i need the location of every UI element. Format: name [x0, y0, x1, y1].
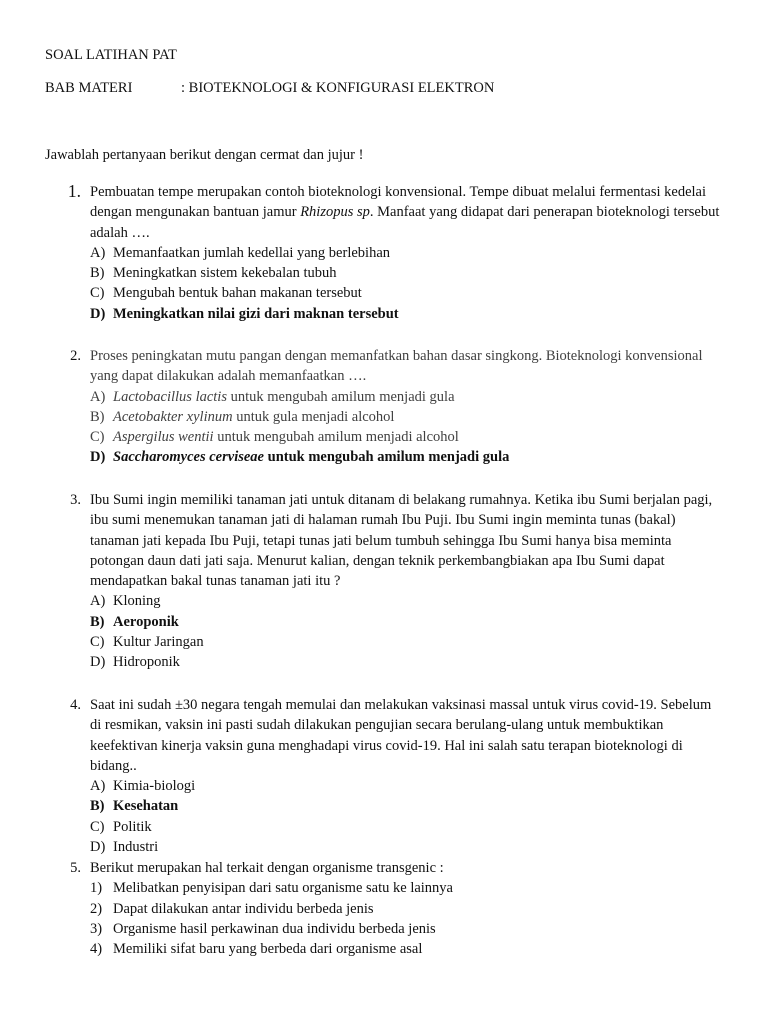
- statement-4: 4) Memiliki sifat baru yang berbeda dari organisme asal: [90, 941, 423, 958]
- question-number: 5.: [70, 860, 81, 876]
- option-a: A) Kimia-biologi: [90, 778, 196, 795]
- question-stem: Proses peningkatan mutu pangan dengan memanfatkan bahan dasar singkong. Bioteknologi konvensional yang dapat dilakukan adalah memanfaatkan ….: [90, 348, 703, 385]
- question-number: 4.: [70, 697, 81, 713]
- bab-label: BAB MATERI: [45, 80, 133, 96]
- option-b: B) Acetobakter xylinum untuk gula menjadi alcohol: [90, 408, 395, 425]
- option-c: C) Kultur Jaringan: [90, 634, 204, 651]
- question-stem: Berikut merupakan hal terkait dengan organisme transgenic :: [90, 860, 444, 876]
- option-b-answer: B) Kesehatan: [90, 798, 179, 815]
- question-number: 1.: [67, 181, 81, 201]
- question-5: [45, 858, 725, 959]
- doc-title: SOAL LATIHAN PAT: [45, 47, 177, 63]
- question-4: [45, 695, 725, 857]
- option-d-answer: D) Saccharomyces cerviseae untuk mengubah amilum menjadi gula: [90, 449, 510, 466]
- option-b-answer: B) Aeroponik: [90, 613, 179, 630]
- option-b: B) Meningkatkan sistem kekebalan tubuh: [90, 265, 337, 282]
- option-d-answer: D) Meningkatkan nilai gizi dari maknan tersebut: [90, 305, 399, 322]
- question-3: [45, 490, 725, 673]
- statement-3: 3) Organisme hasil perkawinan dua individu berbeda jenis: [90, 920, 436, 937]
- question-stem: Saat ini sudah ±30 negara tengah memulai dan melakukan vaksinasi massal untuk virus covid-19. Sebelum di resmikan, vaksin ini pasti sudah dilakukan pengujian secara berulang-ulang untuk membuktikan keefektivan kinerja vaksin guna menghadapi virus covid-19. Hal ini salah satu terapan bioteknologi di bidang..: [90, 697, 712, 774]
- question-2: [45, 346, 725, 468]
- statement-1: 1) Melibatkan penyisipan dari satu organisme satu ke lainnya: [90, 880, 453, 897]
- option-c: C) Mengubah bentuk bahan makanan tersebut: [90, 285, 362, 302]
- question-number: 3.: [70, 492, 81, 508]
- option-a: A) Kloning: [90, 593, 161, 610]
- option-d: D) Industri: [90, 839, 159, 856]
- option-c: C) Politik: [90, 818, 152, 835]
- question-stem: Pembuatan tempe merupakan contoh bioteknologi konvensional. Tempe dibuat melalui fermentasi kedelai dengan mengunakan bantuan jamur Rhizopus sp. Manfaat yang didapat dari penerapan bioteknologi tersebut adalah ….: [90, 184, 720, 241]
- question-stem: Ibu Sumi ingin memiliki tanaman jati untuk ditanam di belakang rumahnya. Ketika ibu Sumi berjalan pagi, ibu sumi menemukan tanaman jati di halaman rumah Ibu Puji. Ibu Sumi ingin meminta tunas (bakal) tanaman jati kepada Ibu Puji, tetapi tunas jati belum tumbuh sehingga Ibu Sumi hanya bisa meminta potongan daun dati jati saja. Menurut kalian, dengan teknik perkembangbiakan apa Ibu Sumi dapat mendapatkan bakal tunas tanaman jati itu ?: [90, 492, 713, 590]
- statement-2: 2) Dapat dilakukan antar individu berbeda jenis: [90, 900, 374, 917]
- question-1: [45, 182, 725, 324]
- question-number: 2.: [70, 348, 81, 364]
- option-a: A) Lactobacillus lactis untuk mengubah amilum menjadi gula: [90, 388, 455, 405]
- option-a: A) Memanfaatkan jumlah kedellai yang berlebihan: [90, 244, 391, 261]
- option-d: D) Hidroponik: [90, 654, 180, 671]
- option-c: C) Aspergilus wentii untuk mengubah amilum menjadi alcohol: [90, 429, 459, 446]
- bab-value: : BIOTEKNOLOGI & KONFIGURASI ELEKTRON: [181, 80, 495, 96]
- instruction-text: Jawablah pertanyaan berikut dengan cermat dan jujur !: [45, 147, 364, 163]
